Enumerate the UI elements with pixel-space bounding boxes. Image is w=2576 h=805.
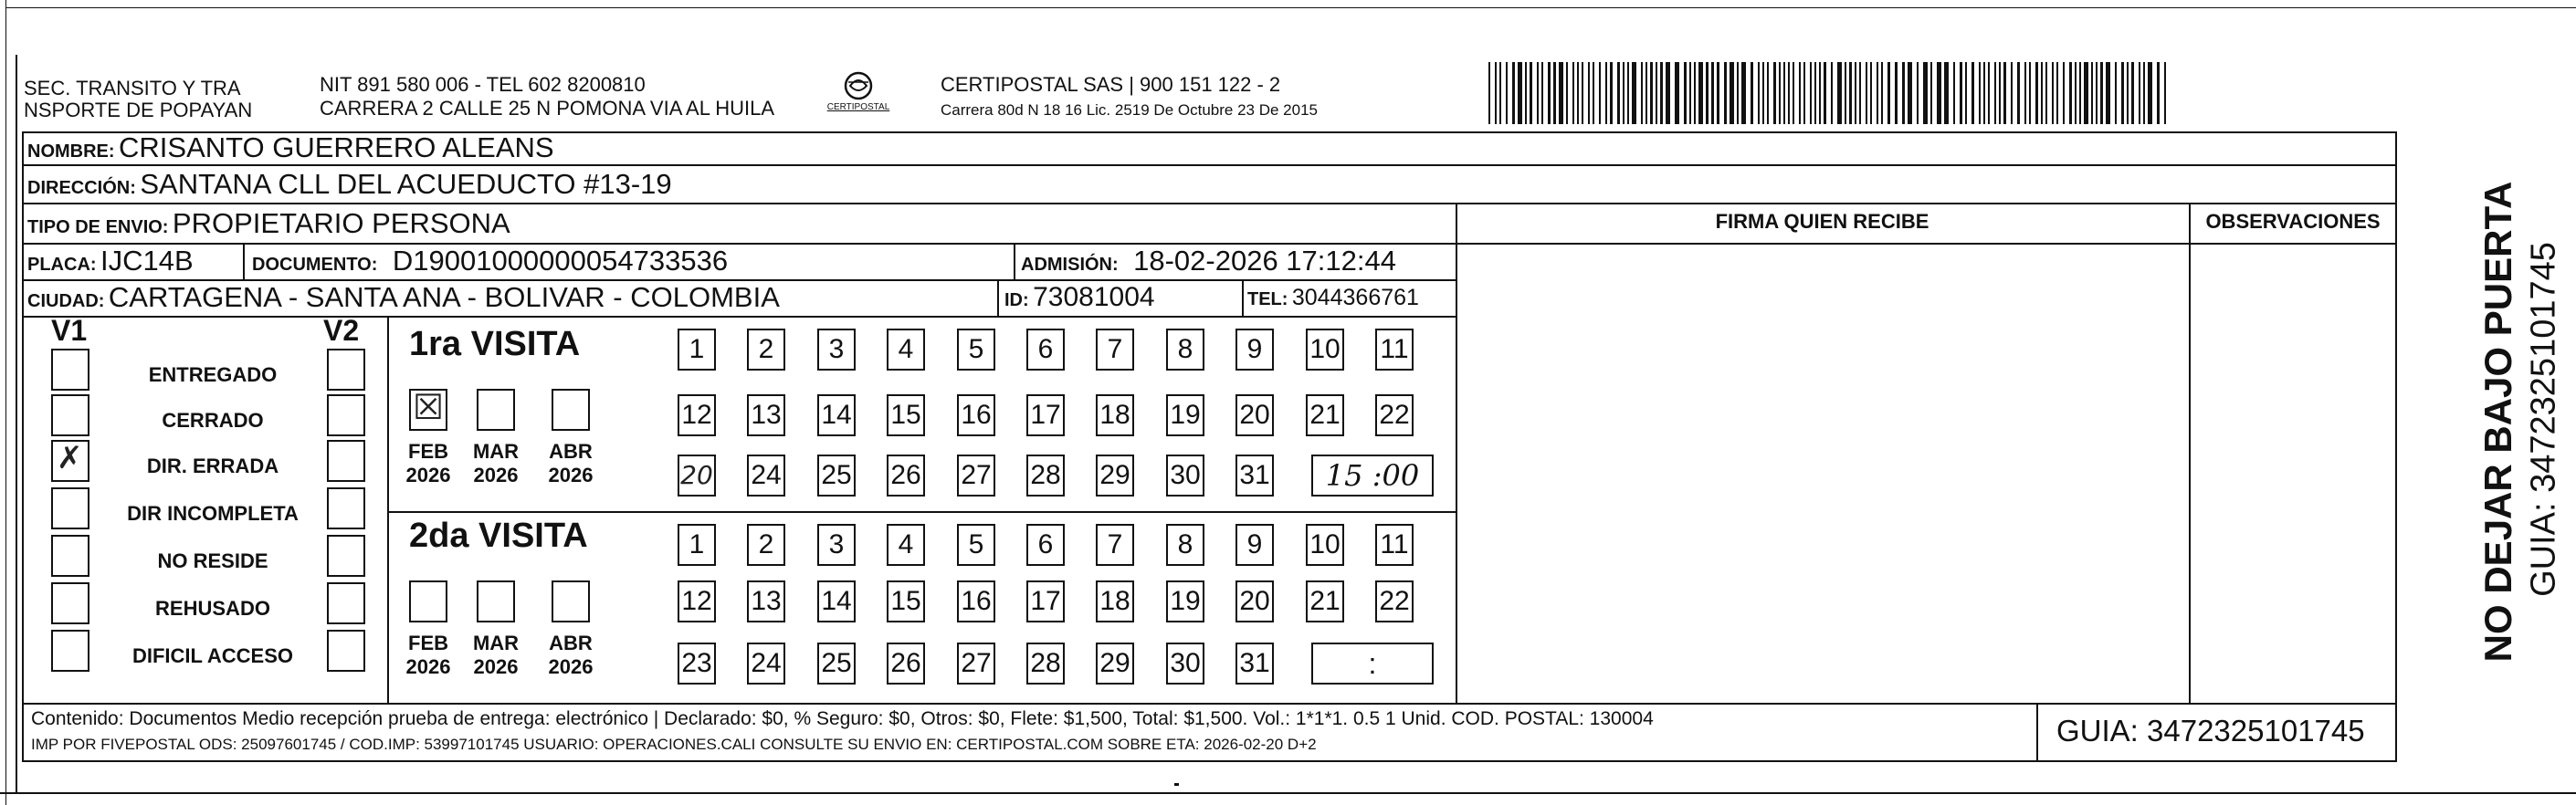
status-label: REHUSADO <box>155 597 270 620</box>
status-v2-checkbox[interactable] <box>327 582 365 624</box>
barcode-bar <box>1711 62 1714 124</box>
visit1-day-box[interactable]: 31 <box>1235 455 1274 497</box>
visit2-day-box[interactable]: 8 <box>1166 524 1204 566</box>
barcode-bar <box>1582 62 1583 124</box>
barcode-bar <box>1641 62 1643 124</box>
footer-guia-box: GUIA: 3472325101745 <box>2056 714 2365 748</box>
barcode-bar <box>1953 62 1955 124</box>
barcode-bar <box>1617 62 1620 124</box>
visit2-day-box[interactable]: 9 <box>1235 524 1274 566</box>
barcode-bar <box>1650 62 1653 124</box>
visit1-time-box[interactable]: 15 :00 <box>1311 455 1434 497</box>
barcode-bar <box>2079 62 2081 124</box>
id-label: ID: <box>1004 290 1029 310</box>
barcode-bar <box>1689 62 1691 124</box>
barcode-bar <box>1559 62 1563 124</box>
barcode-bar <box>1762 62 1764 124</box>
visit1-day-box[interactable]: 12 <box>678 394 716 436</box>
visit1-month-name: FEB <box>408 440 448 463</box>
placa-value: IJC14B <box>100 245 194 277</box>
barcode-bar <box>1855 62 1856 124</box>
barcode-bar <box>2148 62 2152 124</box>
col-line-id <box>997 279 999 316</box>
visit2-day-box[interactable]: 11 <box>1375 524 1414 566</box>
visit2-day-box[interactable]: 15 <box>887 580 925 622</box>
barcode-bar <box>1588 62 1590 124</box>
barcode-bar <box>1971 62 1974 124</box>
barcode-bar <box>1983 62 1985 124</box>
visit2-day-box[interactable]: 26 <box>887 643 925 685</box>
barcode-bar <box>1979 62 1981 124</box>
barcode-bar <box>1593 62 1594 124</box>
barcode-bar <box>1577 62 1579 124</box>
status-v1-checkbox[interactable] <box>51 394 89 436</box>
visit1-month-checkbox[interactable] <box>477 389 515 431</box>
visit2-time-box[interactable]: : <box>1311 643 1434 685</box>
barcode-bar <box>1773 62 1776 124</box>
visit1-day-box[interactable]: 2 <box>747 329 785 371</box>
col-line-signature <box>1456 203 1457 703</box>
visit2-day-box[interactable]: 31 <box>1235 643 1274 685</box>
visit1-day-box[interactable]: 10 <box>1306 329 1344 371</box>
issuer-line-2: NSPORTE DE POPAYAN <box>24 99 253 121</box>
barcode-bar <box>1548 62 1551 124</box>
barcode-bar <box>2029 62 2031 124</box>
visit1-day-box[interactable]: 24 <box>747 455 785 497</box>
barcode-bar <box>1902 62 1905 124</box>
barcode-bar <box>1870 62 1872 124</box>
documento-row <box>252 245 728 283</box>
nit-line: NIT 891 580 006 - TEL 602 8200810 <box>320 73 646 96</box>
frame-bottom-line <box>0 792 2576 794</box>
certipostal-logo-icon <box>822 69 895 120</box>
side-guia: GUIA: 3472325101745 <box>2524 242 2563 597</box>
barcode-bar <box>2003 62 2006 124</box>
visit2-day-box[interactable]: 27 <box>957 643 995 685</box>
barcode-bar <box>2157 62 2160 124</box>
logo-text: CERTIPOSTAL <box>826 102 890 112</box>
footer-content-line: Contenido: Documentos Medio recepción prueba de entrega: electrónico | Declarado: $0, % Seguro: $0, Otros: $0, Flete: $1,500, Total: $1,500. Vol.: 1*1*1. 0.5 1 Unid. COD. POSTAL: 130004 <box>31 708 1654 729</box>
barcode-bar <box>1859 62 1861 124</box>
barcode-bar <box>1831 62 1833 124</box>
visit2-day-box[interactable]: 22 <box>1375 580 1414 622</box>
barcode-bar <box>1553 62 1556 124</box>
visit1-day-box[interactable]: 8 <box>1166 329 1204 371</box>
visit2-month-name: MAR <box>472 632 520 654</box>
placa-label: PLACA: <box>27 255 97 275</box>
visit2-day-box[interactable]: 25 <box>817 643 856 685</box>
v1-header: V1 <box>51 314 88 347</box>
visit2-day-box[interactable]: 21 <box>1306 580 1344 622</box>
barcode-bar <box>2084 62 2088 124</box>
checkbox-x-mark: ✗ <box>57 440 83 476</box>
col-line-visits <box>387 316 389 703</box>
barcode-bar <box>2052 62 2054 124</box>
barcode-bar <box>1944 62 1949 124</box>
visit2-day-box[interactable]: 29 <box>1096 643 1134 685</box>
status-v1-checkbox[interactable] <box>51 582 89 624</box>
barcode-bar <box>1779 62 1781 124</box>
barcode-bar <box>1684 62 1687 124</box>
visit1-day-box[interactable]: 18 <box>1096 394 1134 436</box>
barcode-bar <box>1730 62 1734 124</box>
barcode-bar <box>1610 62 1613 124</box>
visit1-day-box[interactable]: 14 <box>817 394 856 436</box>
barcode-bar <box>1675 62 1679 124</box>
barcode-bar <box>2096 62 2098 124</box>
visit1-day-box[interactable]: 6 <box>1026 329 1065 371</box>
barcode-bar <box>1965 62 1967 124</box>
visit1-day-box[interactable]: 25 <box>817 455 856 497</box>
tipo-envio-label: TIPO DE ENVIO: <box>27 217 169 237</box>
barcode-bar <box>1530 62 1532 124</box>
certipostal-logo <box>822 69 895 120</box>
barcode-bar <box>1751 62 1753 124</box>
status-v1-checkbox[interactable] <box>51 349 89 391</box>
barcode-bar <box>1599 62 1601 124</box>
barcode-bar <box>1537 62 1539 124</box>
barcode-bar <box>1512 62 1515 124</box>
status-label: DIR INCOMPLETA <box>127 502 299 525</box>
visit1-day-box[interactable]: 7 <box>1096 329 1134 371</box>
barcode-bar <box>1917 62 1919 124</box>
visit2-day-box[interactable]: 30 <box>1166 643 1204 685</box>
visit2-month-name: ABR <box>549 632 593 654</box>
company-line: CERTIPOSTAL SAS | 900 151 122 - 2 <box>941 73 1281 96</box>
status-v2-checkbox[interactable] <box>327 349 365 391</box>
visit2-day-box[interactable]: 17 <box>1026 580 1065 622</box>
frame-left-inner-line <box>16 55 17 792</box>
barcode-bar <box>1698 62 1703 124</box>
nombre-row <box>27 131 554 170</box>
handwritten-day: 20 <box>680 460 713 490</box>
status-label: DIFICIL ACCESO <box>131 644 293 667</box>
footer-top-line <box>22 703 2397 705</box>
status-v2-checkbox[interactable] <box>327 440 365 482</box>
license-line: Carrera 80d N 18 16 Lic. 2519 De Octubre 23 De 2015 <box>941 101 1318 119</box>
barcode-bar <box>1788 62 1790 124</box>
visit2-month-checkbox[interactable] <box>477 580 515 622</box>
visit1-day-box[interactable]: 3 <box>817 329 856 371</box>
visit2-month-year: 2026 <box>473 655 519 678</box>
visit1-day-box[interactable]: 16 <box>957 394 995 436</box>
visit1-month-checkbox[interactable] <box>552 389 590 431</box>
barcode-bar <box>1627 62 1629 124</box>
ciudad-value: CARTAGENA - SANTA ANA - BOLIVAR - COLOMBIA <box>108 281 780 313</box>
col-line-observaciones <box>2189 203 2191 703</box>
visit1-day-box[interactable]: 5 <box>957 329 995 371</box>
visit1-day-box[interactable]: 13 <box>747 394 785 436</box>
barcode-bar <box>1937 62 1941 124</box>
col-line-admision <box>1014 243 1015 279</box>
status-v2-checkbox[interactable] <box>327 630 365 672</box>
visit2-month-checkbox[interactable] <box>552 580 590 622</box>
barcode-bar <box>1541 62 1543 124</box>
visit2-month-name: FEB <box>408 632 448 654</box>
status-v1-checkbox[interactable] <box>51 440 89 482</box>
visit1-month-checkbox[interactable] <box>409 389 447 431</box>
visit2-day-box[interactable]: 23 <box>678 643 716 685</box>
status-v1-checkbox[interactable] <box>51 487 89 529</box>
visit1-day-box[interactable]: 17 <box>1026 394 1065 436</box>
barcode-bar <box>1632 62 1636 124</box>
visit2-day-box[interactable]: 3 <box>817 524 856 566</box>
visit1-day-box[interactable] <box>678 455 716 497</box>
admision-value: 18-02-2026 17:12:44 <box>1133 245 1396 277</box>
visit2-day-box[interactable]: 19 <box>1166 580 1204 622</box>
barcode-bar <box>1758 62 1760 124</box>
status-v1-checkbox[interactable] <box>51 535 89 577</box>
visit1-day-box[interactable]: 20 <box>1235 394 1274 436</box>
side-warning: NO DEJAR BAJO PUERTA <box>2476 181 2519 663</box>
barcode-bar <box>1506 62 1508 124</box>
barcode-bar <box>1499 62 1501 124</box>
visit2-day-box[interactable]: 20 <box>1235 580 1274 622</box>
barcode-bar <box>1819 62 1821 124</box>
visit2-day-box[interactable]: 10 <box>1306 524 1344 566</box>
tel-row <box>1247 281 1419 318</box>
visit1-day-box[interactable]: 19 <box>1166 394 1204 436</box>
address-line: CARRERA 2 CALLE 25 N POMONA VIA AL HUILA <box>320 97 775 120</box>
visit1-day-box[interactable]: 21 <box>1306 394 1344 436</box>
status-v1-checkbox[interactable] <box>51 630 89 672</box>
visit1-day-box[interactable]: 27 <box>957 455 995 497</box>
barcode-bar <box>1793 62 1794 124</box>
barcode-bar <box>2024 62 2026 124</box>
admision-label: ADMISIÓN: <box>1021 255 1119 275</box>
tel-value: 3044366761 <box>1291 285 1419 310</box>
visit1-day-box[interactable]: 1 <box>678 329 716 371</box>
barcode-bar <box>1666 62 1670 124</box>
barcode-bar <box>2017 62 2020 124</box>
placa-row <box>27 245 194 283</box>
barcode-bar <box>1994 62 1996 124</box>
barcode-bar <box>1877 62 1878 124</box>
visit1-day-box[interactable]: 22 <box>1375 394 1414 436</box>
barcode-bar <box>2106 62 2110 124</box>
barcode-bar <box>1572 62 1574 124</box>
barcode-bar <box>1887 62 1890 124</box>
visit-divider-line <box>387 511 1456 513</box>
visit2-month-checkbox[interactable] <box>409 580 447 622</box>
barcode-bar <box>1724 62 1727 124</box>
barcode-bar <box>2143 62 2145 124</box>
visit2-title: 2da VISITA <box>409 517 588 555</box>
status-label: DIR. ERRADA <box>146 455 279 477</box>
visit2-day-box[interactable]: 18 <box>1096 580 1134 622</box>
barcode-bar <box>1717 62 1719 124</box>
direccion-row <box>27 168 672 206</box>
visit2-day-box[interactable]: 7 <box>1096 524 1134 566</box>
ciudad-row <box>27 281 780 319</box>
frame-top-line <box>5 7 2576 8</box>
visit2-month-year: 2026 <box>405 655 451 678</box>
visit1-day-box[interactable]: 9 <box>1235 329 1274 371</box>
admision-row <box>1021 245 1396 283</box>
barcode-bar <box>1866 62 1867 124</box>
nombre-value: CRISANTO GUERRERO ALEANS <box>119 131 554 163</box>
frame-left-line <box>5 0 6 805</box>
barcode-bar <box>1923 62 1928 124</box>
visit1-day-box[interactable]: 29 <box>1096 455 1134 497</box>
visit2-month-year: 2026 <box>548 655 594 678</box>
tipo-envio-row <box>27 207 510 246</box>
barcode-bar <box>1849 62 1852 124</box>
visit2-day-box[interactable]: 14 <box>817 580 856 622</box>
id-value: 73081004 <box>1033 282 1155 312</box>
barcode-bar <box>1518 62 1522 124</box>
visit1-month-year: 2026 <box>548 464 594 486</box>
barcode-bar <box>2075 62 2077 124</box>
signature-header-line <box>1456 243 2397 245</box>
visit2-day-box[interactable]: 24 <box>747 643 785 685</box>
issuer-line-1: SEC. TRANSITO Y TRA <box>24 77 241 99</box>
side-text <box>2409 161 2576 672</box>
barcode-bar <box>2115 62 2117 124</box>
barcode-bar <box>2011 62 2013 124</box>
col-line-footer-guia <box>2036 703 2038 762</box>
visit1-title: 1ra VISITA <box>409 325 581 363</box>
col-line-documento <box>243 243 245 279</box>
visit1-month-year: 2026 <box>405 464 451 486</box>
barcode-bar <box>1656 62 1657 124</box>
barcode-bar <box>1999 62 2001 124</box>
barcode-bar <box>2091 62 2093 124</box>
barcode-bar <box>1895 62 1898 124</box>
visit1-day-box[interactable]: 4 <box>887 329 925 371</box>
barcode-bar <box>1645 62 1647 124</box>
barcode-bar <box>1741 62 1746 124</box>
status-v2-checkbox[interactable] <box>327 487 365 529</box>
status-label: ENTREGADO <box>148 363 278 386</box>
barcode-bar <box>1737 62 1739 124</box>
observaciones-header: OBSERVACIONES <box>2205 210 2381 233</box>
barcode-bar <box>1660 62 1663 124</box>
nombre-label: NOMBRE: <box>27 141 115 162</box>
footer-imp-line: IMP POR FIVEPOSTAL ODS: 25097601745 / COD.IMP: 53997101745 USUARIO: OPERACIONES.CALI CONSULTE SU ENVIO EN: CERTIPOSTAL.COM SOBRE ETA: 2026-02-20 D+2 <box>31 736 1317 753</box>
visit2-day-box[interactable]: 6 <box>1026 524 1065 566</box>
barcode-bar <box>1706 62 1709 124</box>
id-row <box>1004 281 1155 319</box>
barcode-bar <box>2139 62 2140 124</box>
firma-header: FIRMA QUIEN RECIBE <box>1715 210 1929 233</box>
barcode-bar <box>2164 62 2166 124</box>
visit2-day-box[interactable]: 12 <box>678 580 716 622</box>
visit2-day-box[interactable]: 13 <box>747 580 785 622</box>
visit1-day-box[interactable]: 28 <box>1026 455 1065 497</box>
visit2-day-box[interactable]: 28 <box>1026 643 1065 685</box>
status-label: CERRADO <box>162 409 264 432</box>
status-v2-checkbox[interactable] <box>327 535 365 577</box>
checkbox-x-mark: ☒ <box>413 387 445 427</box>
direccion-value: SANTANA CLL DEL ACUEDUCTO #13-19 <box>140 168 672 200</box>
barcode-bar <box>2127 62 2129 124</box>
barcode-bar <box>2041 62 2043 124</box>
visit1-month-year: 2026 <box>473 464 519 486</box>
visit1-day-box[interactable]: 26 <box>887 455 925 497</box>
tel-label: TEL: <box>1247 289 1288 309</box>
barcode-bar <box>1845 62 1846 124</box>
barcode-bar <box>1694 62 1696 124</box>
barcode-bar <box>2069 62 2072 124</box>
visit1-day-box[interactable]: 15 <box>887 394 925 436</box>
barcode-bar <box>1495 62 1497 124</box>
v2-header: V2 <box>323 314 360 347</box>
barcode-bar <box>1767 62 1769 124</box>
barcode-bar <box>1814 62 1816 124</box>
barcode-bar <box>1623 62 1624 124</box>
barcode-bar <box>1803 62 1805 124</box>
barcode-bar <box>2056 62 2058 124</box>
barcode-bar <box>2131 62 2134 124</box>
barcode-bar <box>1605 62 1607 124</box>
barcode-bar <box>2121 62 2124 124</box>
barcode-bar <box>1488 62 1490 124</box>
barcode-bar <box>1930 62 1932 124</box>
barcode-bar <box>2063 62 2065 124</box>
documento-label: DOCUMENTO: <box>252 255 378 275</box>
visit1-day-box[interactable]: 30 <box>1166 455 1204 497</box>
barcode-bar <box>1799 62 1801 124</box>
documento-value: D19001000000054733536 <box>392 245 729 277</box>
tipo-envio-value: PROPIETARIO PERSONA <box>172 207 510 239</box>
visit1-month-name: ABR <box>549 440 593 463</box>
visit1-month-name: MAR <box>472 440 520 463</box>
visit2-day-box[interactable]: 5 <box>957 524 995 566</box>
barcode-bar <box>1525 62 1527 124</box>
barcode-bar <box>1837 62 1842 124</box>
barcode-bar <box>2045 62 2047 124</box>
status-v2-checkbox[interactable] <box>327 394 365 436</box>
direccion-label: DIRECCIÓN: <box>27 178 136 198</box>
visit2-day-box[interactable]: 4 <box>887 524 925 566</box>
ink-dot <box>1174 783 1179 786</box>
barcode-bar <box>1783 62 1785 124</box>
visit2-day-box[interactable]: 1 <box>678 524 716 566</box>
barcode <box>1488 62 2169 124</box>
barcode-bar <box>1908 62 1912 124</box>
barcode-bar <box>1566 62 1568 124</box>
col-line-tel <box>1242 279 1244 316</box>
visit2-day-box[interactable]: 16 <box>957 580 995 622</box>
barcode-bar <box>1881 62 1883 124</box>
barcode-bar <box>1824 62 1826 124</box>
ciudad-label: CIUDAD: <box>27 291 105 311</box>
visit1-day-box[interactable]: 11 <box>1375 329 1414 371</box>
barcode-bar <box>1960 62 1962 124</box>
barcode-bar <box>2035 62 2038 124</box>
barcode-bar <box>1810 62 1812 124</box>
barcode-bar <box>1988 62 1990 124</box>
barcode-bar <box>2100 62 2103 124</box>
visit2-day-box[interactable]: 2 <box>747 524 785 566</box>
status-label: NO RESIDE <box>157 549 268 572</box>
